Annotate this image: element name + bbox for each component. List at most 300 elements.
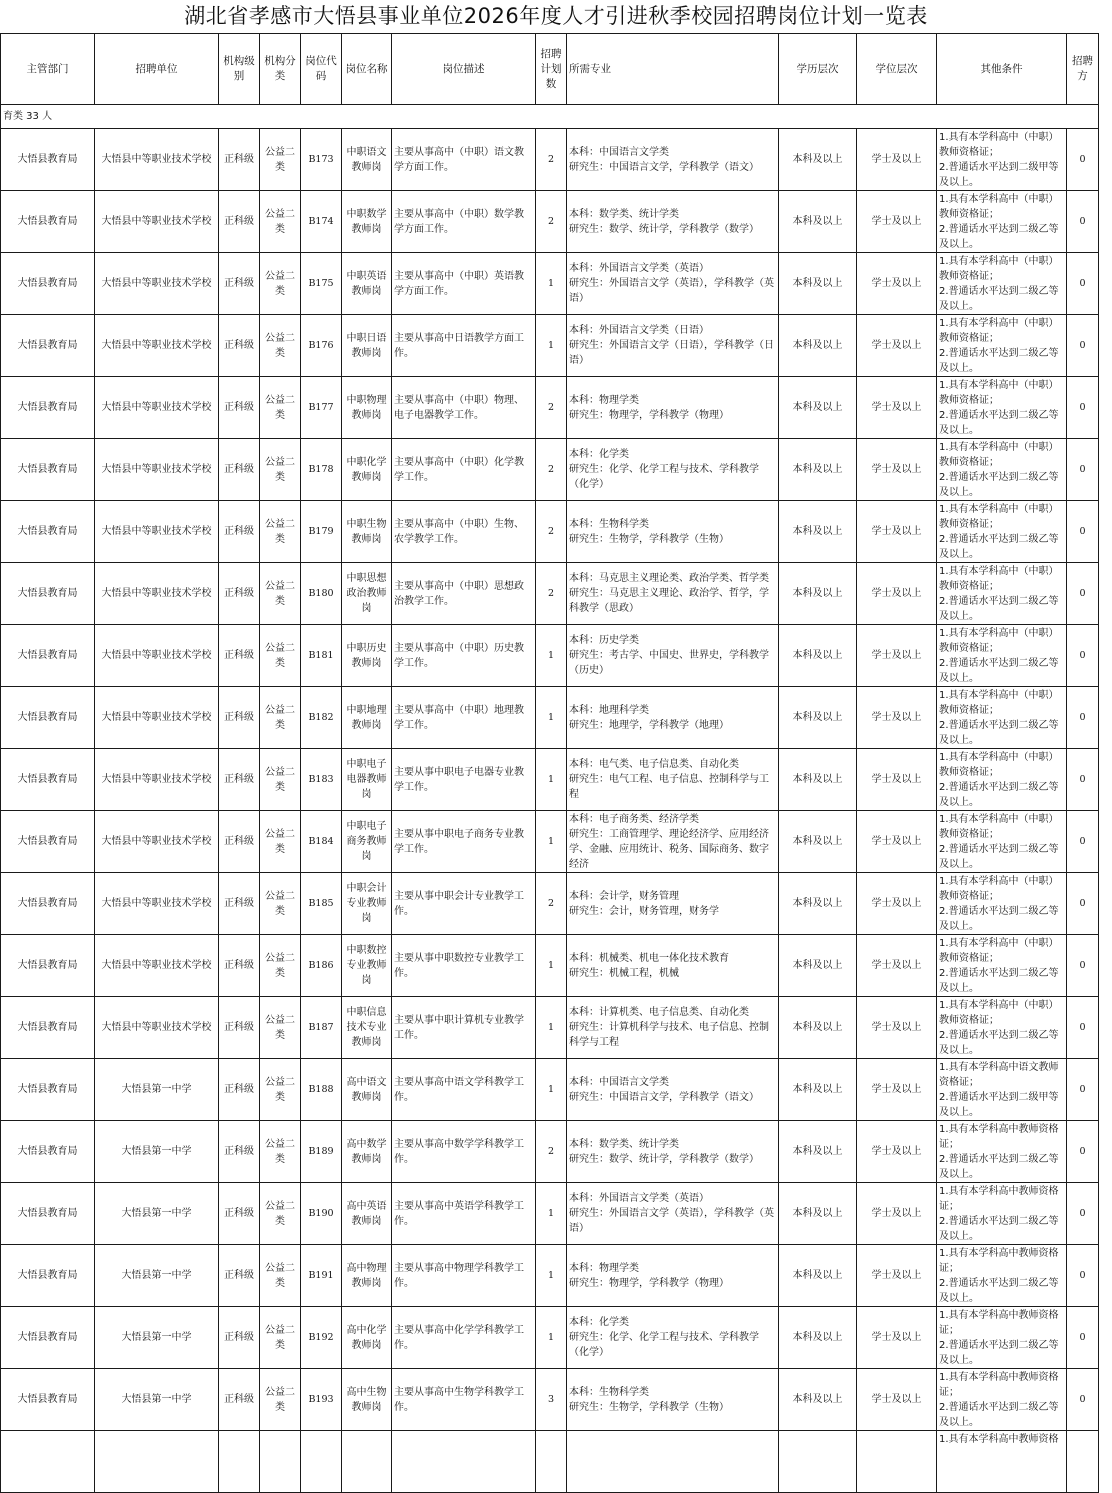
cell-other [937,253,1067,315]
cell-edu [779,1431,857,1493]
cell-other-text: 1.具有本学科高中（中职）教师资格证； 2.普通话水平达到二级乙等及以上。 [939,566,1059,622]
cell-desc-text: 主要从事高中化学学科教学工作。 [394,1324,524,1351]
cell-level-text: 正科级 [224,1208,254,1219]
cell-major-text: 本科：马克思主义理论类、政治学类、哲学类 研究生：马克思主义理论、政治学、哲学，学科教学（思政） [569,573,769,614]
cell-other [937,873,1067,935]
cell-major [567,811,779,873]
cell-other [937,625,1067,687]
cell-category-text: 公益二类 [265,1014,295,1041]
cell-dept [1,749,95,811]
cell-desc-text: 主要从事高中日语教学方面工作。 [394,332,524,359]
cell-level-text: 正科级 [224,588,254,599]
cell-level [219,1059,260,1121]
cell-category [260,811,301,873]
cell-category-text: 公益二类 [265,394,295,421]
cell-desc [392,1307,536,1369]
cell-edu [779,997,857,1059]
table-row [1,1121,1099,1183]
cell-post-text: 中职思想政治教师岗 [346,573,387,614]
cell-level-text: 正科级 [224,650,254,661]
cell-other [937,439,1067,501]
cell-post-text: 高中数学教师岗 [346,1138,387,1165]
cell-category [260,1431,301,1493]
cell-degree-text: 学士及以上 [871,1270,922,1281]
table-row [1,749,1099,811]
cell-extra [1067,873,1099,935]
cell-count-text: 1 [547,836,555,847]
cell-dept [1,315,95,377]
cell-dept-text: 大悟县教育局 [17,402,78,413]
cell-desc [392,935,536,997]
cell-degree [857,191,937,253]
cell-code-text: B176 [308,340,334,351]
cell-count-text: 2 [547,402,555,413]
cell-degree [857,687,937,749]
cell-major [567,1307,779,1369]
cell-dept-text: 大悟县教育局 [17,1394,78,1405]
cell-extra-text: 0 [1079,1146,1086,1157]
cell-dept [1,1245,95,1307]
cell-unit-text: 大悟县中等职业技术学校 [101,588,212,599]
cell-post-text: 高中语文教师岗 [346,1076,387,1103]
cell-edu-text: 本科及以上 [792,526,843,537]
cell-level [219,1431,260,1493]
cell-post-text: 中职化学教师岗 [346,456,387,483]
cell-level-text: 正科级 [224,464,254,475]
cell-desc-text: 主要从事中职会计专业教学工作。 [394,890,524,917]
cell-post-text: 中职地理教师岗 [346,704,387,731]
cell-other [937,1059,1067,1121]
cell-code [301,935,342,997]
cell-desc [392,1121,536,1183]
cell-code-text: B181 [308,650,334,661]
section-row [1,105,1099,129]
cell-degree-text: 学士及以上 [871,712,922,723]
cell-code [301,749,342,811]
cell-dept-text: 大悟县教育局 [17,154,78,165]
table-row [1,687,1099,749]
cell-extra-text: 0 [1079,1022,1086,1033]
cell-post-text: 高中英语教师岗 [346,1200,387,1227]
cell-extra [1067,129,1099,191]
cell-count [536,501,567,563]
cell-count [536,1121,567,1183]
cell-edu-text: 本科及以上 [792,1332,843,1343]
cell-count [536,563,567,625]
cell-other [937,811,1067,873]
cell-edu [779,1245,857,1307]
cell-other [937,997,1067,1059]
cell-extra-text: 0 [1079,836,1086,847]
cell-post [342,1307,392,1369]
cell-code [301,625,342,687]
cell-other [937,1431,1067,1493]
cell-level [219,253,260,315]
col-header-category: 机构分类 [260,34,301,105]
col-header-level: 机构级别 [219,34,260,105]
cell-count [536,749,567,811]
cell-degree [857,377,937,439]
cell-count [536,873,567,935]
cell-major [567,1431,779,1493]
cell-unit [95,191,219,253]
cell-degree-text: 学士及以上 [871,1146,922,1157]
table-row [1,873,1099,935]
table-row [1,997,1099,1059]
cell-dept-text: 大悟县教育局 [17,1332,78,1343]
cell-desc [392,873,536,935]
cell-extra [1067,1121,1099,1183]
cell-desc [392,687,536,749]
cell-edu-text: 本科及以上 [792,1394,843,1405]
cell-code [301,1369,342,1431]
cell-extra-text: 0 [1079,898,1086,909]
cell-code [301,1059,342,1121]
cell-post-text: 高中化学教师岗 [346,1324,387,1351]
cell-unit [95,129,219,191]
table-row [1,1245,1099,1307]
cell-dept-text: 大悟县教育局 [17,898,78,909]
cell-desc [392,253,536,315]
cell-post [342,253,392,315]
cell-desc-text: 主要从事高中（中职）英语教学方面工作。 [394,270,524,297]
cell-level-text: 正科级 [224,1394,254,1405]
cell-code [301,253,342,315]
cell-degree-text: 学士及以上 [871,898,922,909]
cell-major [567,315,779,377]
cell-edu [779,377,857,439]
cell-edu-text: 本科及以上 [792,464,843,475]
cell-desc [392,997,536,1059]
col-header-unit: 招聘单位 [95,34,219,105]
cell-count [536,253,567,315]
cell-desc-text: 主要从事中职电子电器专业教学工作。 [394,766,524,793]
col-header-other: 其他条件 [937,34,1067,105]
cell-edu-text: 本科及以上 [792,402,843,413]
col-header-count: 招聘计划数 [536,34,567,105]
cell-post [342,749,392,811]
cell-category [260,253,301,315]
cell-other-text: 1.具有本学科高中（中职）教师资格证； 2.普通话水平达到二级乙等及以上。 [939,194,1059,250]
section-label: 育类 33 人 [1,105,1099,129]
table-row [1,439,1099,501]
cell-count-text: 1 [547,278,555,289]
cell-code-text: B187 [308,1022,334,1033]
cell-level-text: 正科级 [224,1084,254,1095]
cell-desc [392,1183,536,1245]
cell-code-text: B174 [308,216,334,227]
cell-unit-text: 大悟县中等职业技术学校 [101,650,212,661]
cell-major [567,935,779,997]
cell-count [536,687,567,749]
cell-other-text: 1.具有本学科高中教师资格证； 2.普通话水平达到二级乙等及以上。 [939,1310,1059,1366]
cell-edu-text: 本科及以上 [792,898,843,909]
cell-other [937,687,1067,749]
cell-count-text: 2 [547,588,555,599]
cell-extra-text: 0 [1079,340,1086,351]
cell-major [567,191,779,253]
cell-dept-text: 大悟县教育局 [17,216,78,227]
cell-level [219,687,260,749]
cell-major [567,997,779,1059]
cell-category-text: 公益二类 [265,890,295,917]
cell-degree [857,1183,937,1245]
recruitment-table [0,33,1099,1493]
table-row [1,129,1099,191]
cell-other [937,315,1067,377]
cell-count [536,625,567,687]
cell-other [937,935,1067,997]
cell-other [937,129,1067,191]
cell-desc-text: 主要从事高中生物学科教学工作。 [394,1386,524,1413]
cell-count-text: 2 [547,1146,555,1157]
cell-edu-text: 本科及以上 [792,1146,843,1157]
cell-post-text: 中职信息技术专业教师岗 [346,1007,387,1048]
cell-extra-text: 0 [1079,1270,1086,1281]
cell-degree [857,997,937,1059]
cell-unit [95,935,219,997]
cell-post-text: 中职语文教师岗 [346,146,387,173]
cell-dept [1,1121,95,1183]
cell-code [301,563,342,625]
cell-major-text: 本科：生物科学类 研究生：生物学，学科教学（生物） [569,518,729,545]
cell-code [301,873,342,935]
cell-level-text: 正科级 [224,1146,254,1157]
cell-level-text: 正科级 [224,216,254,227]
cell-other [937,1245,1067,1307]
cell-extra-text: 0 [1079,278,1086,289]
cell-desc [392,129,536,191]
cell-extra-text: 0 [1079,1084,1086,1095]
cell-unit-text: 大悟县中等职业技术学校 [101,340,212,351]
cell-post [342,129,392,191]
cell-major-text: 本科：数学类、统计学类 研究生：数学、统计学，学科教学（数学） [569,1138,759,1165]
cell-edu [779,1183,857,1245]
cell-unit-text: 大悟县第一中学 [121,1146,192,1157]
cell-edu-text: 本科及以上 [792,712,843,723]
cell-desc [392,439,536,501]
cell-count [536,1059,567,1121]
cell-post [342,625,392,687]
cell-extra-text: 0 [1079,402,1086,413]
cell-unit [95,1369,219,1431]
cell-major [567,563,779,625]
cell-code-text: B177 [308,402,334,413]
cell-code [301,1183,342,1245]
cell-unit-text: 大悟县中等职业技术学校 [101,774,212,785]
cell-code-text: B173 [308,154,334,165]
cell-code-text: B179 [308,526,334,537]
page-title: 湖北省孝感市大悟县事业单位2026年度人才引进秋季校园招聘岗位计划一览表 [184,4,928,28]
cell-category [260,1121,301,1183]
cell-desc-text: 主要从事高中（中职）历史教学工作。 [394,642,524,669]
col-header-code: 岗位代码 [301,34,342,105]
cell-edu [779,191,857,253]
cell-desc [392,1369,536,1431]
cell-dept-text: 大悟县教育局 [17,650,78,661]
cell-desc [392,501,536,563]
cell-other-text: 1.具有本学科高中（中职）教师资格证； 2.普通话水平达到二级乙等及以上。 [939,380,1059,436]
cell-code-text: B184 [308,836,334,847]
cell-degree [857,1245,937,1307]
cell-extra-text: 0 [1079,588,1086,599]
cell-dept-text: 大悟县教育局 [17,712,78,723]
cell-degree [857,873,937,935]
cell-post [342,1059,392,1121]
cell-edu [779,749,857,811]
table-row [1,191,1099,253]
cell-count [536,315,567,377]
cell-code [301,1307,342,1369]
cell-category [260,1059,301,1121]
cell-degree-text: 学士及以上 [871,960,922,971]
cell-level-text: 正科级 [224,402,254,413]
cell-code [301,687,342,749]
cell-other-text: 1.具有本学科高中（中职）教师资格证； 2.普通话水平达到二级乙等及以上。 [939,628,1059,684]
cell-desc [392,749,536,811]
cell-post [342,439,392,501]
cell-category-text: 公益二类 [265,332,295,359]
cell-major-text: 本科：历史学类 研究生：考古学、中国史、世界史，学科教学（历史） [569,635,769,676]
cell-dept [1,811,95,873]
cell-extra-text: 0 [1079,712,1086,723]
cell-dept-text: 大悟县教育局 [17,1022,78,1033]
cell-edu [779,687,857,749]
cell-desc [392,191,536,253]
cell-category-text: 公益二类 [265,270,295,297]
cell-edu [779,439,857,501]
cell-unit-text: 大悟县第一中学 [121,1208,192,1219]
cell-level-text: 正科级 [224,1022,254,1033]
cell-count-text: 2 [547,898,555,909]
cell-post [342,811,392,873]
cell-degree [857,811,937,873]
cell-major-text: 本科：地理科学类 研究生：地理学，学科教学（地理） [569,704,729,731]
cell-major-text: 本科：化学类 研究生：化学、化学工程与技术、学科教学（化学） [569,449,759,490]
cell-category-text: 公益二类 [265,704,295,731]
cell-extra [1067,1245,1099,1307]
table-row [1,1183,1099,1245]
cell-count [536,191,567,253]
cell-major-text: 本科：数学类、统计学类 研究生：数学、统计学，学科教学（数学） [569,208,759,235]
cell-code-text: B188 [308,1084,334,1095]
cell-other-text: 1.具有本学科高中（中职）教师资格证； 2.普通话水平达到二级甲等及以上。 [939,132,1059,188]
cell-other-text: 1.具有本学科高中（中职）教师资格证； 2.普通话水平达到二级乙等及以上。 [939,752,1059,808]
cell-level [219,191,260,253]
cell-post-text: 中职物理教师岗 [346,394,387,421]
cell-unit [95,1245,219,1307]
cell-category [260,873,301,935]
table-row [1,377,1099,439]
cell-post-text: 中职数学教师岗 [346,208,387,235]
cell-major [567,129,779,191]
cell-count [536,1369,567,1431]
cell-degree [857,563,937,625]
cell-level-text: 正科级 [224,278,254,289]
cell-desc-text: 主要从事中职数控专业教学工作。 [394,952,524,979]
cell-post-text: 中职电子商务教师岗 [346,821,387,862]
cell-degree [857,501,937,563]
cell-dept-text: 大悟县教育局 [17,588,78,599]
cell-major [567,501,779,563]
cell-desc-text: 主要从事高中语文学科教学工作。 [394,1076,524,1103]
cell-desc-text: 主要从事高中（中职）数学教学方面工作。 [394,208,524,235]
cell-edu-text: 本科及以上 [792,774,843,785]
cell-other-text: 1.具有本学科高中语文教师资格证； 2.普通话水平达到二级甲等及以上。 [939,1062,1059,1118]
cell-extra [1067,1431,1099,1493]
cell-edu-text: 本科及以上 [792,1022,843,1033]
cell-count [536,1183,567,1245]
cell-unit [95,563,219,625]
cell-level-text: 正科级 [224,712,254,723]
cell-post-text: 中职电子电器教师岗 [346,759,387,800]
cell-extra [1067,1307,1099,1369]
cell-extra-text: 0 [1079,1208,1086,1219]
cell-count-text: 1 [547,774,555,785]
cell-category-text: 公益二类 [265,456,295,483]
cell-desc [392,811,536,873]
cell-other-text: 1.具有本学科高中（中职）教师资格证； 2.普通话水平达到二级乙等及以上。 [939,690,1059,746]
cell-edu-text: 本科及以上 [792,1208,843,1219]
col-header-extra: 招聘方 [1067,34,1099,105]
cell-level-text: 正科级 [224,154,254,165]
cell-extra [1067,1369,1099,1431]
cell-level [219,1121,260,1183]
cell-dept [1,377,95,439]
cell-level [219,997,260,1059]
cell-extra-text: 0 [1079,960,1086,971]
cell-other-text: 1.具有本学科高中教师资格证； 2.普通话水平达到二级乙等及以上。 [939,1248,1059,1304]
cell-other-text: 1.具有本学科高中（中职）教师资格证； 2.普通话水平达到二级乙等及以上。 [939,504,1059,560]
cell-count-text: 1 [547,1332,555,1343]
cell-extra [1067,811,1099,873]
cell-major-text: 本科：物理学类 研究生：物理学，学科教学（物理） [569,394,729,421]
cell-unit [95,253,219,315]
cell-level [219,1369,260,1431]
cell-desc [392,563,536,625]
cell-unit-text: 大悟县第一中学 [121,1394,192,1405]
cell-unit-text: 大悟县第一中学 [121,1084,192,1095]
cell-dept-text: 大悟县教育局 [17,1146,78,1157]
cell-degree [857,625,937,687]
cell-category-text: 公益二类 [265,580,295,607]
cell-level-text: 正科级 [224,774,254,785]
cell-count [536,129,567,191]
cell-edu-text: 本科及以上 [792,216,843,227]
cell-degree [857,439,937,501]
cell-edu-text: 本科及以上 [792,1084,843,1095]
cell-unit-text: 大悟县第一中学 [121,1332,192,1343]
cell-extra [1067,1059,1099,1121]
cell-unit [95,377,219,439]
cell-degree-text: 学士及以上 [871,1332,922,1343]
cell-post [342,315,392,377]
cell-edu [779,625,857,687]
cell-category [260,625,301,687]
cell-other-text: 1.具有本学科高中教师资格证； 2.普通话水平达到二级乙等及以上。 [939,1186,1059,1242]
cell-code-text: B185 [308,898,334,909]
cell-unit [95,687,219,749]
table-row [1,625,1099,687]
cell-unit-text: 大悟县中等职业技术学校 [101,216,212,227]
cell-post [342,501,392,563]
cell-dept-text: 大悟县教育局 [17,774,78,785]
cell-other-text: 1.具有本学科高中（中职）教师资格证； 2.普通话水平达到二级乙等及以上。 [939,938,1059,994]
cell-major [567,1121,779,1183]
cell-category-text: 公益二类 [265,1262,295,1289]
cell-category [260,749,301,811]
cell-level-text: 正科级 [224,526,254,537]
